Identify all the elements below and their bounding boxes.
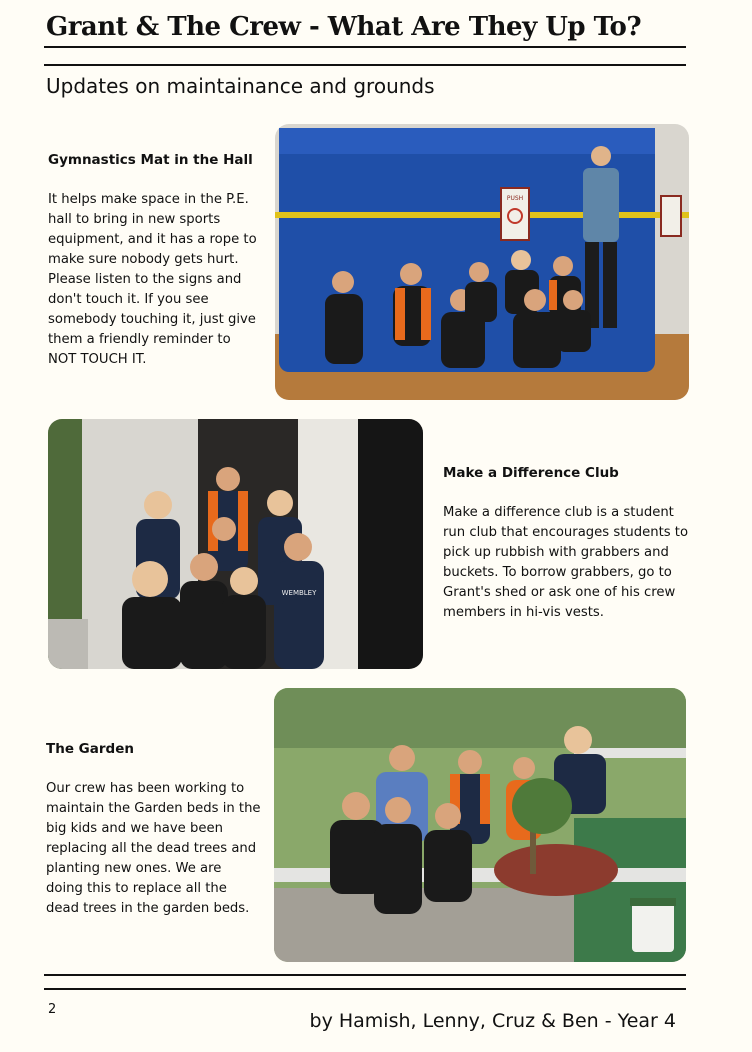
section-body: It helps make space in the P.E. hall to bring in new sports equipment, and it has a rope to make sure nobody gets hurt. Please listen to the signs and don't touch it. If you see somebody touching it, just give them a friendly reminder to NOT TOUCH IT. [48, 192, 257, 367]
photo-make-a-difference [48, 419, 423, 669]
section-heading: Make a Difference Club [443, 465, 619, 481]
section-garden [46, 739, 261, 919]
section-make-a-difference [443, 463, 693, 623]
footer-rule-lower [44, 988, 686, 990]
section-heading: The Garden [46, 741, 134, 757]
section-body: Make a difference club is a student run club that encourages students to pick up rubbish with grabbers and buckets. To borrow grabbers, go to Grant's shed or ask one of his crew members in hi-vis vests. [443, 505, 689, 620]
sign-text: PUSH [506, 195, 524, 202]
photo-garden [274, 688, 686, 962]
section-body: Our crew has been working to maintain the Garden beds in the big kids and we have been replacing all the dead trees and planting new ones. We are doing this to replace all the dead trees in the garden beds. [46, 781, 261, 916]
footer-rule [44, 974, 686, 976]
page-subtitle: Updates on maintainance and grounds [46, 74, 435, 98]
page-title: Grant & The Crew - What Are They Up To? [46, 12, 642, 42]
title-rule [44, 46, 686, 48]
page-number: 2 [48, 1002, 57, 1017]
shirt-text: WEMBLEY [281, 589, 317, 597]
section-heading: Gymnastics Mat in the Hall [48, 152, 253, 168]
byline: by Hamish, Lenny, Cruz & Ben - Year 4 [309, 1010, 676, 1032]
title-rule-lower [44, 64, 686, 66]
section-gymnastics-mat [48, 150, 263, 370]
photo-gymnastics-mat [275, 124, 689, 400]
